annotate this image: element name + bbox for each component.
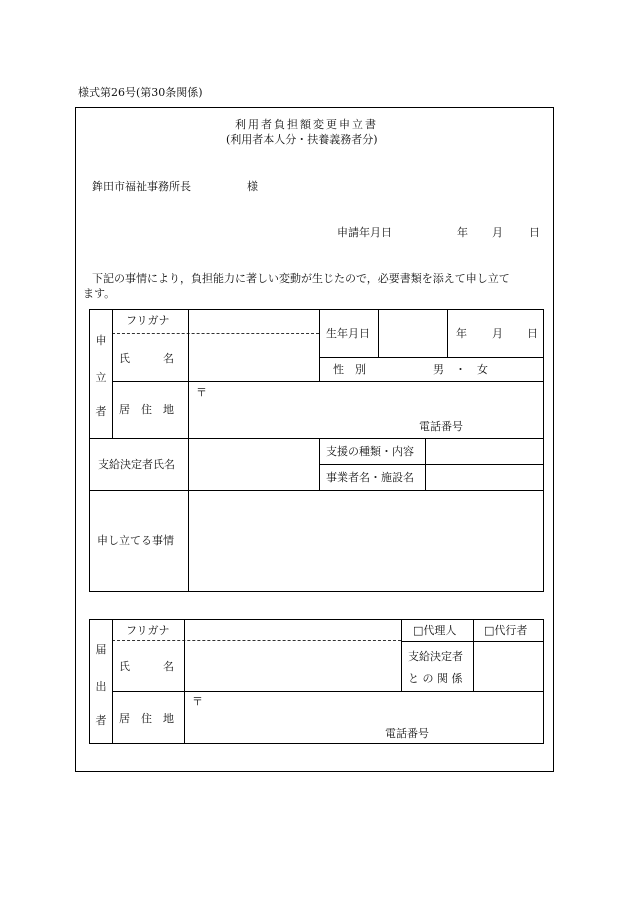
applicant-birth-year: 年: [456, 327, 467, 340]
applicant-group-char-3: 者: [95, 405, 107, 418]
agent-checkbox[interactable]: □代行者: [484, 624, 528, 637]
applicant-gender-label: 性 別: [333, 363, 366, 376]
submitter-phone-label: 電話番号: [385, 727, 429, 740]
submitter-postal-mark: 〒: [192, 695, 203, 708]
proxy-checkbox[interactable]: □代理人: [413, 624, 457, 637]
addressee: 鉾田市福祉事務所長: [92, 180, 191, 193]
application-day: 日: [529, 226, 540, 239]
relation-label-line-1: 支給決定者: [408, 650, 463, 663]
recipient-name-label: 支給決定者氏名: [98, 458, 175, 471]
submitter-furigana-label: フリガナ: [126, 624, 170, 637]
form-number: 様式第26号(第30条関係): [78, 86, 203, 99]
intro-line-1: 下記の事情により，負担能力に著しい変動が生じたので，必要書類を添えて申し立て: [92, 272, 510, 285]
application-year: 年: [457, 226, 468, 239]
applicant-name-label: 氏 名: [119, 352, 174, 365]
applicant-phone-label: 電話番号: [419, 420, 463, 433]
applicant-group-char-2: 立: [95, 371, 107, 384]
application-date-label: 申請年月日: [337, 226, 392, 239]
submitter-group-char-2: 出: [95, 680, 107, 693]
provider-label: 事業者名・施設名: [326, 471, 414, 484]
submitter-name-label: 氏 名: [119, 660, 174, 673]
form-subtitle: (利用者本人分・扶養義務者分): [226, 133, 378, 146]
submitter-group-char-1: 届: [95, 643, 107, 656]
applicant-postal-mark: 〒: [196, 386, 207, 399]
applicant-furigana-label: フリガナ: [126, 314, 170, 327]
applicant-gender-options[interactable]: 男 ・ 女: [433, 363, 488, 376]
support-type-label: 支援の種類・内容: [326, 445, 414, 458]
applicant-birth-day: 日: [527, 327, 538, 340]
intro-line-2: ます。: [83, 287, 116, 300]
submitter-group-char-3: 者: [95, 714, 107, 727]
form-title: 利用者負担額変更申立書: [235, 118, 378, 131]
relation-label-line-2: と の 関 係: [408, 672, 463, 685]
honorific: 様: [247, 180, 258, 193]
applicant-birth-month: 月: [492, 327, 503, 340]
applicant-address-label: 居 住 地: [119, 403, 174, 416]
submitter-address-label: 居 住 地: [119, 712, 174, 725]
applicant-birthdate-label: 生年月日: [326, 327, 370, 340]
application-month: 月: [492, 226, 503, 239]
applicant-group-char-1: 申: [95, 334, 107, 347]
reason-label: 申し立てる事情: [97, 534, 174, 547]
